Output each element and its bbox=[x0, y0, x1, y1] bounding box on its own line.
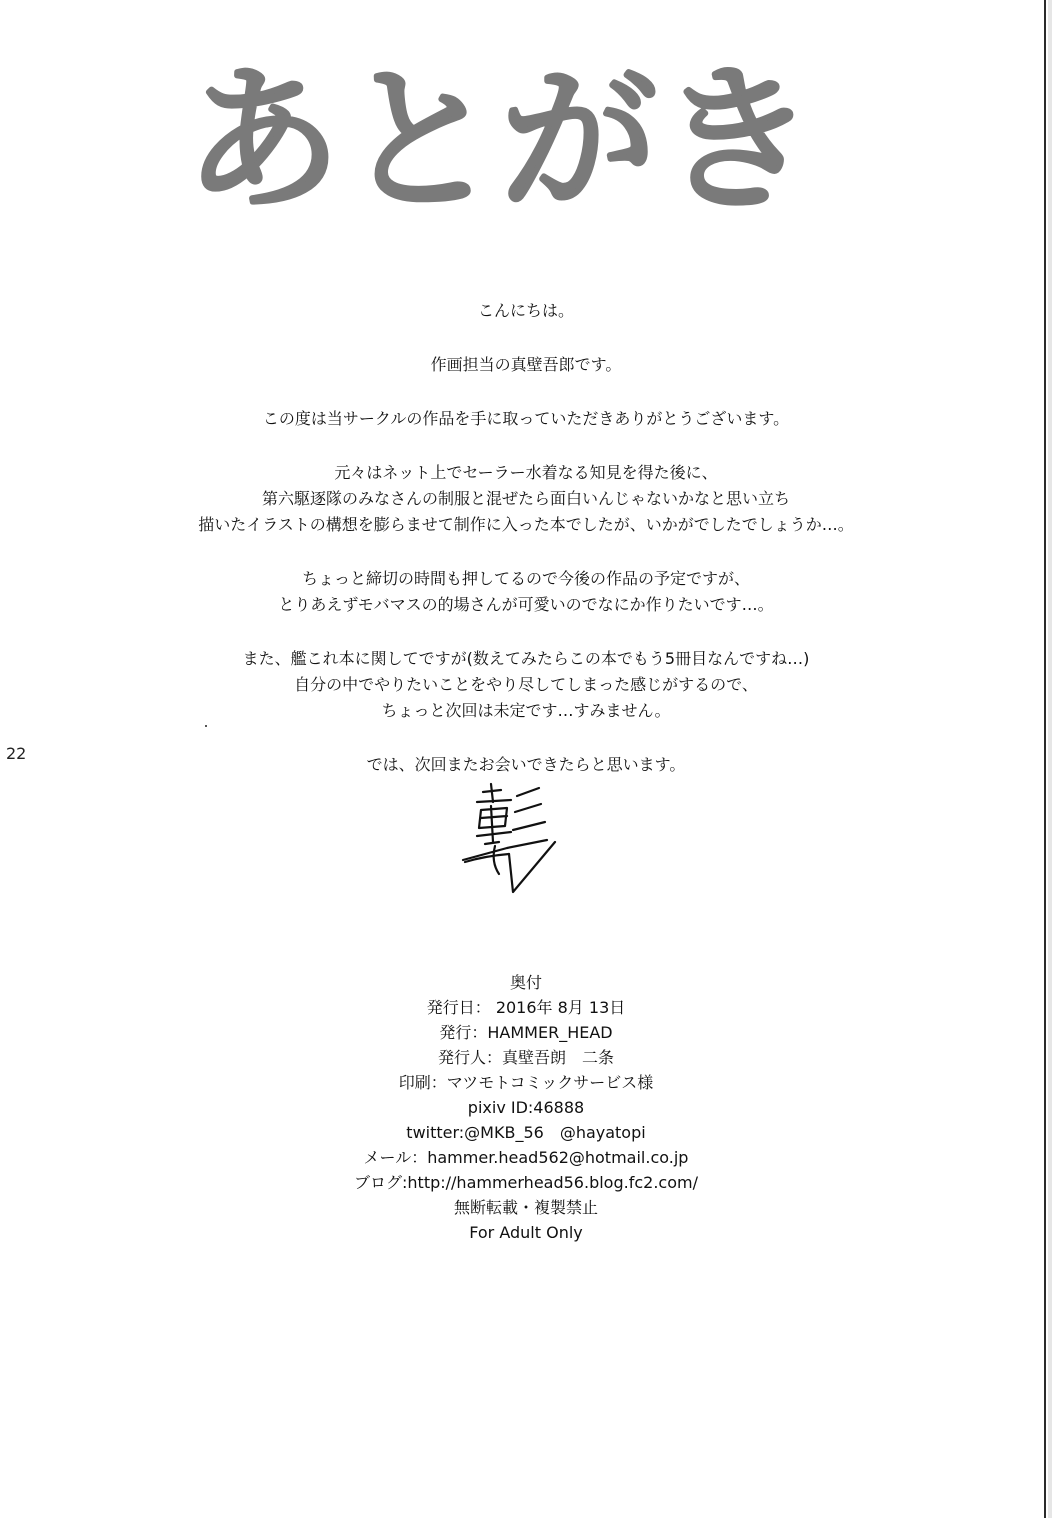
colophon-issuer: 発行人：真壁吾朗 二条 bbox=[437, 1048, 614, 1067]
colophon-blog: ブログ:http://hammerhead56.blog.fc2.com/ bbox=[354, 1173, 698, 1192]
text-line: 自分の中でやりたいことをやり尽してしまった感じがするので、 bbox=[294, 675, 758, 694]
paragraph-introduction bbox=[150, 352, 902, 378]
text-line: 第六駆逐隊のみなさんの制服と混ぜたら面白いんじゃないかなと思い立ち bbox=[261, 489, 790, 508]
page-number: 22 bbox=[6, 744, 27, 763]
afterword-body bbox=[150, 298, 902, 806]
text-line: ちょっと次回は未定です…すみません。 bbox=[381, 701, 671, 720]
text-line: 描いたイラストの構想を膨らませて制作に入った本でしたが、いかがでしたでしょうか…。 bbox=[198, 515, 854, 534]
text-line: この度は当サークルの作品を手に取っていただきありがとうございます。 bbox=[262, 409, 790, 428]
page-edge-line bbox=[1044, 0, 1046, 1518]
author-signature bbox=[455, 782, 565, 897]
paragraph-kancolle bbox=[150, 646, 902, 724]
text-line: とりあえずモバマスの的場さんが可愛いのでなにか作りたいです…。 bbox=[278, 595, 774, 614]
paragraph-farewell bbox=[150, 752, 902, 778]
colophon-email: メール：hammer.head562@hotmail.co.jp bbox=[363, 1148, 689, 1167]
colophon-no-reprint: 無断転載・複製禁止 bbox=[453, 1198, 598, 1217]
paragraph-plans bbox=[150, 566, 902, 618]
scan-speck bbox=[205, 725, 207, 727]
afterword-title-text: あとがき bbox=[184, 49, 816, 233]
afterword-title bbox=[184, 20, 816, 240]
colophon-adult-only: For Adult Only bbox=[469, 1223, 583, 1242]
text-line: では、次回またお会いできたらと思います。 bbox=[366, 755, 686, 774]
paragraph-greeting bbox=[150, 298, 902, 324]
paragraph-origin bbox=[150, 460, 902, 538]
signature-art bbox=[455, 782, 565, 897]
colophon-publisher: 発行：HAMMER_HEAD bbox=[439, 1023, 613, 1042]
colophon-twitter: twitter:@MKB_56 @hayatopi bbox=[406, 1123, 646, 1142]
paragraph-thanks bbox=[150, 406, 902, 432]
text-line: ちょっと締切の時間も押してるので今後の作品の予定ですが、 bbox=[301, 569, 750, 588]
text-line: 元々はネット上でセーラー水着なる知見を得た後に、 bbox=[334, 463, 718, 482]
colophon-publish-date: 発行日： 2016年 8月 13日 bbox=[426, 998, 626, 1017]
colophon bbox=[276, 970, 776, 1245]
afterword-title-art bbox=[184, 20, 816, 240]
page-edge-shadow bbox=[1048, 0, 1052, 1518]
colophon-printer: 印刷：マツモトコミックサービス様 bbox=[398, 1073, 654, 1092]
text-line: こんにちは。 bbox=[477, 301, 574, 320]
text-line: 作画担当の真壁吾郎です。 bbox=[430, 355, 622, 374]
colophon-pixiv: pixiv ID:46888 bbox=[467, 1098, 585, 1117]
colophon-heading: 奥付 bbox=[509, 973, 542, 992]
text-line: また、艦これ本に関してですが(数えてみたらこの本でもう5冊目なんですね…) bbox=[242, 649, 810, 668]
